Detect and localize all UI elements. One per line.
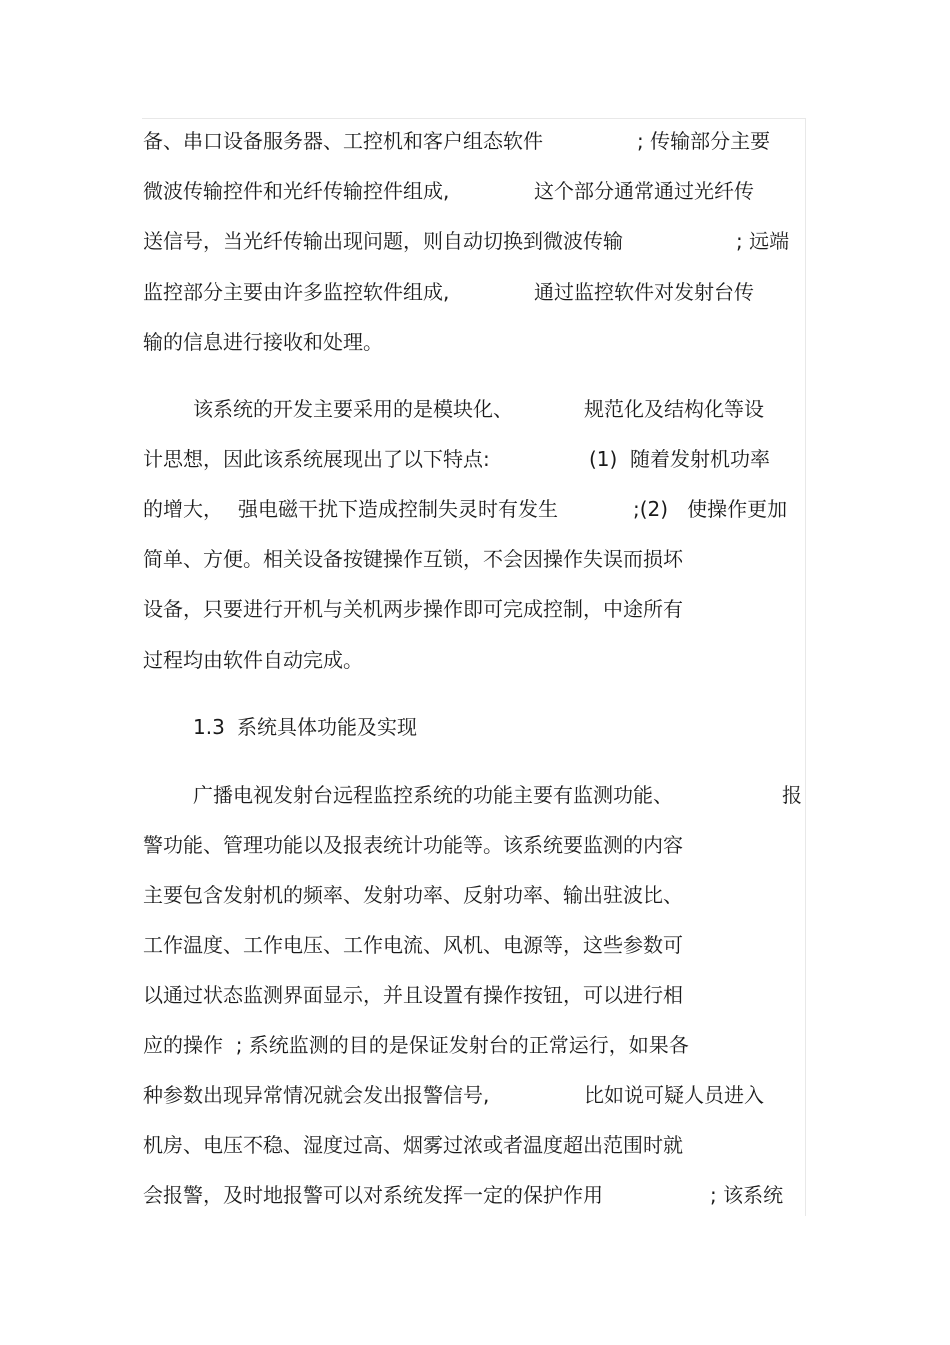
text-segment: 警功能、管理功能以及报表统计功能等。该系统要监测的内容 — [143, 833, 683, 857]
text-segment: 报 — [782, 783, 802, 807]
text-line — [143, 1030, 689, 1060]
section-heading — [143, 712, 417, 742]
text-segment: 该系统的开发主要采用的是模块化、 — [193, 397, 513, 421]
text-line — [143, 594, 683, 624]
text-segment: 微波传输控件和光纤传输控件组成, — [143, 179, 450, 203]
text-segment: 会报警，及时地报警可以对系统发挥一定的保护作用 — [143, 1183, 603, 1207]
text-line — [143, 277, 754, 307]
text-line — [143, 930, 683, 960]
text-segment: 计思想，因此该系统展现出了以下特点: — [143, 447, 490, 471]
text-segment: 这个部分通常通过光纤传 — [534, 179, 754, 203]
section-title: 系统具体功能及实现 — [237, 715, 417, 739]
text-segment: 输的信息进行接收和处理。 — [143, 330, 383, 354]
text-segment: 工作温度、工作电压、工作电流、风机、电源等，这些参数可 — [143, 933, 683, 957]
text-segment: 送信号，当光纤传输出现问题，则自动切换到微波传输 — [143, 229, 623, 253]
text-segment: 规范化及结构化等设 — [584, 397, 764, 421]
text-segment: 监控部分主要由许多监控软件组成, — [143, 280, 450, 304]
text-line — [143, 1180, 784, 1210]
text-segment: ; 传输部分主要 — [637, 129, 771, 153]
text-segment: 应的操作 ; 系统监测的目的是保证发射台的正常运行，如果各 — [143, 1033, 689, 1057]
text-line — [143, 176, 754, 206]
text-segment: ;(2) 使操作更加 — [633, 497, 788, 521]
text-line — [143, 226, 790, 256]
text-segment: 备、串口设备服务器、工控机和客户组态软件 — [143, 129, 543, 153]
text-line — [143, 544, 683, 574]
text-line — [143, 394, 764, 424]
text-segment: 过程均由软件自动完成。 — [143, 648, 363, 672]
section-number: 1.3 — [193, 715, 225, 739]
text-line — [143, 1130, 683, 1160]
text-line — [143, 126, 771, 156]
text-line — [143, 980, 683, 1010]
text-line — [143, 444, 771, 474]
text-line — [143, 780, 802, 810]
text-segment: 机房、电压不稳、湿度过高、烟雾过浓或者温度超出范围时就 — [143, 1133, 683, 1157]
text-segment: ; 该系统 — [710, 1183, 784, 1207]
text-segment: 设备，只要进行开机与关机两步操作即可完成控制，中途所有 — [143, 597, 683, 621]
text-segment: 主要包含发射机的频率、发射功率、反射功率、输出驻波比、 — [143, 883, 683, 907]
text-segment: 种参数出现异常情况就会发出报警信号, — [143, 1083, 490, 1107]
text-segment: 的增大， — [143, 497, 223, 521]
text-line — [143, 1080, 764, 1110]
text-segment: 通过监控软件对发射台传 — [534, 280, 754, 304]
text-line — [143, 645, 363, 675]
text-segment: 强电磁干扰下造成控制失灵时有发生 — [238, 497, 558, 521]
text-line — [143, 830, 683, 860]
text-segment: (1) 随着发射机功率 — [589, 447, 771, 471]
text-segment: 比如说可疑人员进入 — [584, 1083, 764, 1107]
text-segment: 以通过状态监测界面显示，并且设置有操作按钮，可以进行相 — [143, 983, 683, 1007]
text-line — [143, 327, 383, 357]
text-segment: 简单、方便。相关设备按键操作互锁，不会因操作失误而损坏 — [143, 547, 683, 571]
text-segment: ; 远端 — [736, 229, 790, 253]
text-line — [143, 880, 683, 910]
text-line — [143, 494, 788, 524]
text-segment: 广播电视发射台远程监控系统的功能主要有监测功能、 — [193, 783, 673, 807]
